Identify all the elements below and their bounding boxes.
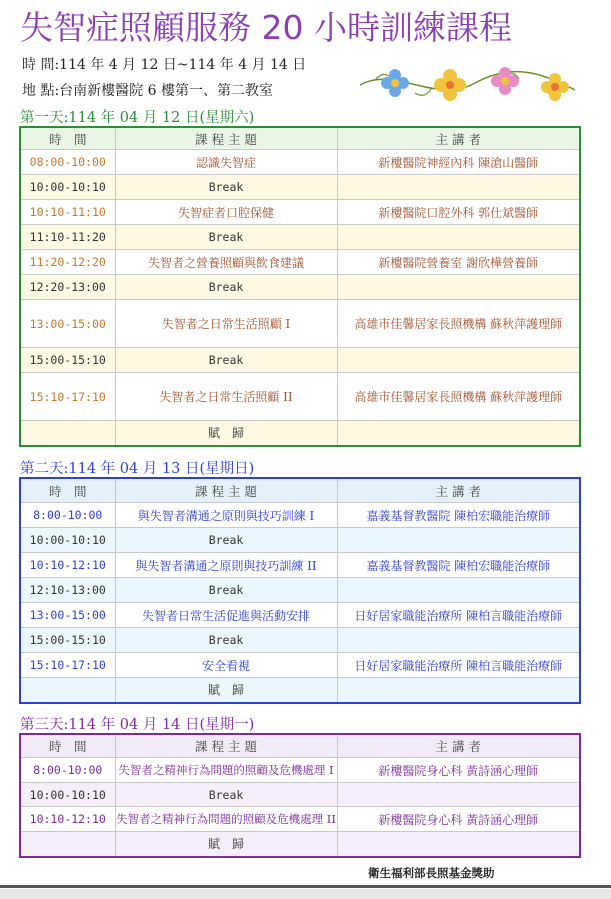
table-row <box>20 300 580 348</box>
table-row <box>20 678 580 703</box>
table-row <box>20 832 580 857</box>
row-topic: Break <box>115 628 337 653</box>
row-lecturer <box>337 421 580 446</box>
day1-schedule-table <box>19 126 581 447</box>
row-topic: 失智者日常生活促進與活動安排 <box>115 603 337 628</box>
header-time: 時 間 <box>20 734 115 758</box>
row-time <box>20 421 115 446</box>
day3-heading: 第三天:114 年 04 月 14 日(星期一) <box>20 717 255 733</box>
row-lecturer <box>337 578 580 603</box>
row-lecturer: 日好居家職能治療所 陳柏言職能治療師 <box>337 653 580 678</box>
header-time: 時 間 <box>20 127 115 150</box>
row-topic: 與失智者溝通之原則與技巧訓練 II <box>115 553 337 578</box>
row-time: 12:20-13:00 <box>20 275 115 300</box>
table-row <box>20 348 580 373</box>
row-topic: 失智者之日常生活照顧 I <box>115 300 337 348</box>
row-lecturer <box>337 832 580 857</box>
row-time: 15:10-17:10 <box>20 373 115 421</box>
course-dates: 時 間:114 年 4 月 12 日~114 年 4 月 14 日 <box>22 57 307 73</box>
row-time <box>20 832 115 857</box>
row-lecturer: 高雄市佳馨居家長照機構 蘇秋萍護理師 <box>337 300 580 348</box>
row-time: 8:00-10:00 <box>20 503 115 528</box>
row-time <box>20 678 115 703</box>
row-lecturer: 新樓醫院口腔外科 郭仕斌醫師 <box>337 200 580 225</box>
table-row <box>20 628 580 653</box>
row-lecturer: 日好居家職能治療所 陳柏言職能治療師 <box>337 603 580 628</box>
row-topic: Break <box>115 528 337 553</box>
row-lecturer <box>337 175 580 200</box>
table-row <box>20 175 580 200</box>
table-row <box>20 553 580 578</box>
row-time: 10:00-10:10 <box>20 175 115 200</box>
row-lecturer <box>337 783 580 807</box>
row-lecturer <box>337 528 580 553</box>
row-time: 12:10-13:00 <box>20 578 115 603</box>
row-topic: 失智者之精神行為問題的照顧及危機處理 II <box>115 807 337 832</box>
table-row <box>20 783 580 807</box>
course-location: 地 點:台南新樓醫院 6 樓第一、第二教室 <box>22 83 273 99</box>
row-time: 10:10-12:10 <box>20 553 115 578</box>
row-topic: 賦 歸 <box>115 678 337 703</box>
table-row <box>20 373 580 421</box>
row-topic: Break <box>115 578 337 603</box>
row-time: 10:00-10:10 <box>20 528 115 553</box>
header-topic: 課 程 主 題 <box>115 734 337 758</box>
row-time: 11:20-12:20 <box>20 250 115 275</box>
row-topic: 賦 歸 <box>115 832 337 857</box>
table-row <box>20 275 580 300</box>
table-row <box>20 807 580 832</box>
table-row <box>20 250 580 275</box>
row-time: 13:00-15:00 <box>20 300 115 348</box>
row-lecturer <box>337 678 580 703</box>
row-topic: 失智者之日常生活照顧 II <box>115 373 337 421</box>
row-time: 13:00-15:00 <box>20 603 115 628</box>
table-row <box>20 150 580 175</box>
row-topic: 失智症者口腔保健 <box>115 200 337 225</box>
table-row <box>20 758 580 783</box>
row-lecturer: 新樓醫院神經內科 陳滄山醫師 <box>337 150 580 175</box>
row-lecturer: 新樓醫院身心科 黃詩涵心理師 <box>337 758 580 783</box>
row-topic: Break <box>115 175 337 200</box>
table-header-row <box>20 127 580 150</box>
table-row <box>20 503 580 528</box>
row-topic: 與失智者溝通之原則與技巧訓練 I <box>115 503 337 528</box>
row-topic: 失智者之精神行為問題的照顧及危機處理 I <box>115 758 337 783</box>
bottom-scrollbar[interactable] <box>0 889 611 899</box>
row-lecturer: 新樓醫院身心科 黃詩涵心理師 <box>337 807 580 832</box>
row-topic: Break <box>115 783 337 807</box>
row-lecturer: 高雄市佳馨居家長照機構 蘇秋萍護理師 <box>337 373 580 421</box>
table-header-row <box>20 478 580 503</box>
header-lecturer: 主 講 者 <box>337 127 580 150</box>
row-time: 10:10-12:10 <box>20 807 115 832</box>
day2-schedule-table <box>19 477 581 704</box>
row-time: 10:10-11:10 <box>20 200 115 225</box>
bottom-divider <box>0 885 611 888</box>
row-time: 10:00-10:10 <box>20 783 115 807</box>
table-row <box>20 578 580 603</box>
row-topic: 認識失智症 <box>115 150 337 175</box>
row-lecturer: 嘉義基督教醫院 陳柏宏職能治療師 <box>337 503 580 528</box>
row-lecturer: 新樓醫院營養室 謝欣樺營養師 <box>337 250 580 275</box>
row-lecturer: 嘉義基督教醫院 陳柏宏職能治療師 <box>337 553 580 578</box>
row-time: 15:00-15:10 <box>20 628 115 653</box>
row-topic: Break <box>115 275 337 300</box>
table-row <box>20 528 580 553</box>
day3-schedule-table <box>19 733 581 858</box>
row-time: 11:10-11:20 <box>20 225 115 250</box>
row-topic: 賦 歸 <box>115 421 337 446</box>
sponsor-note: 衛生福利部長照基金獎助 <box>368 866 495 880</box>
row-topic: Break <box>115 348 337 373</box>
row-topic: Break <box>115 225 337 250</box>
row-topic: 失智者之營養照顧與飲食建議 <box>115 250 337 275</box>
table-row <box>20 603 580 628</box>
row-lecturer <box>337 628 580 653</box>
row-time: 15:10-17:10 <box>20 653 115 678</box>
table-row <box>20 421 580 446</box>
table-row <box>20 225 580 250</box>
header-topic: 課 程 主 題 <box>115 127 337 150</box>
row-time: 08:00-10:00 <box>20 150 115 175</box>
row-lecturer <box>337 275 580 300</box>
row-time: 8:00-10:00 <box>20 758 115 783</box>
row-lecturer <box>337 348 580 373</box>
header-topic: 課 程 主 題 <box>115 478 337 503</box>
header-lecturer: 主 講 者 <box>337 478 580 503</box>
row-time: 15:00-15:10 <box>20 348 115 373</box>
flower-decoration <box>355 55 580 115</box>
table-row <box>20 200 580 225</box>
page-title: 失智症照顧服務 20 小時訓練課程 <box>20 8 512 47</box>
day1-heading: 第一天:114 年 04 月 12 日(星期六) <box>20 110 255 126</box>
header-time: 時 間 <box>20 478 115 503</box>
row-topic: 安全看視 <box>115 653 337 678</box>
table-header-row <box>20 734 580 758</box>
row-lecturer <box>337 225 580 250</box>
header-lecturer: 主 講 者 <box>337 734 580 758</box>
table-row <box>20 653 580 678</box>
day2-heading: 第二天:114 年 04 月 13 日(星期日) <box>20 461 255 477</box>
